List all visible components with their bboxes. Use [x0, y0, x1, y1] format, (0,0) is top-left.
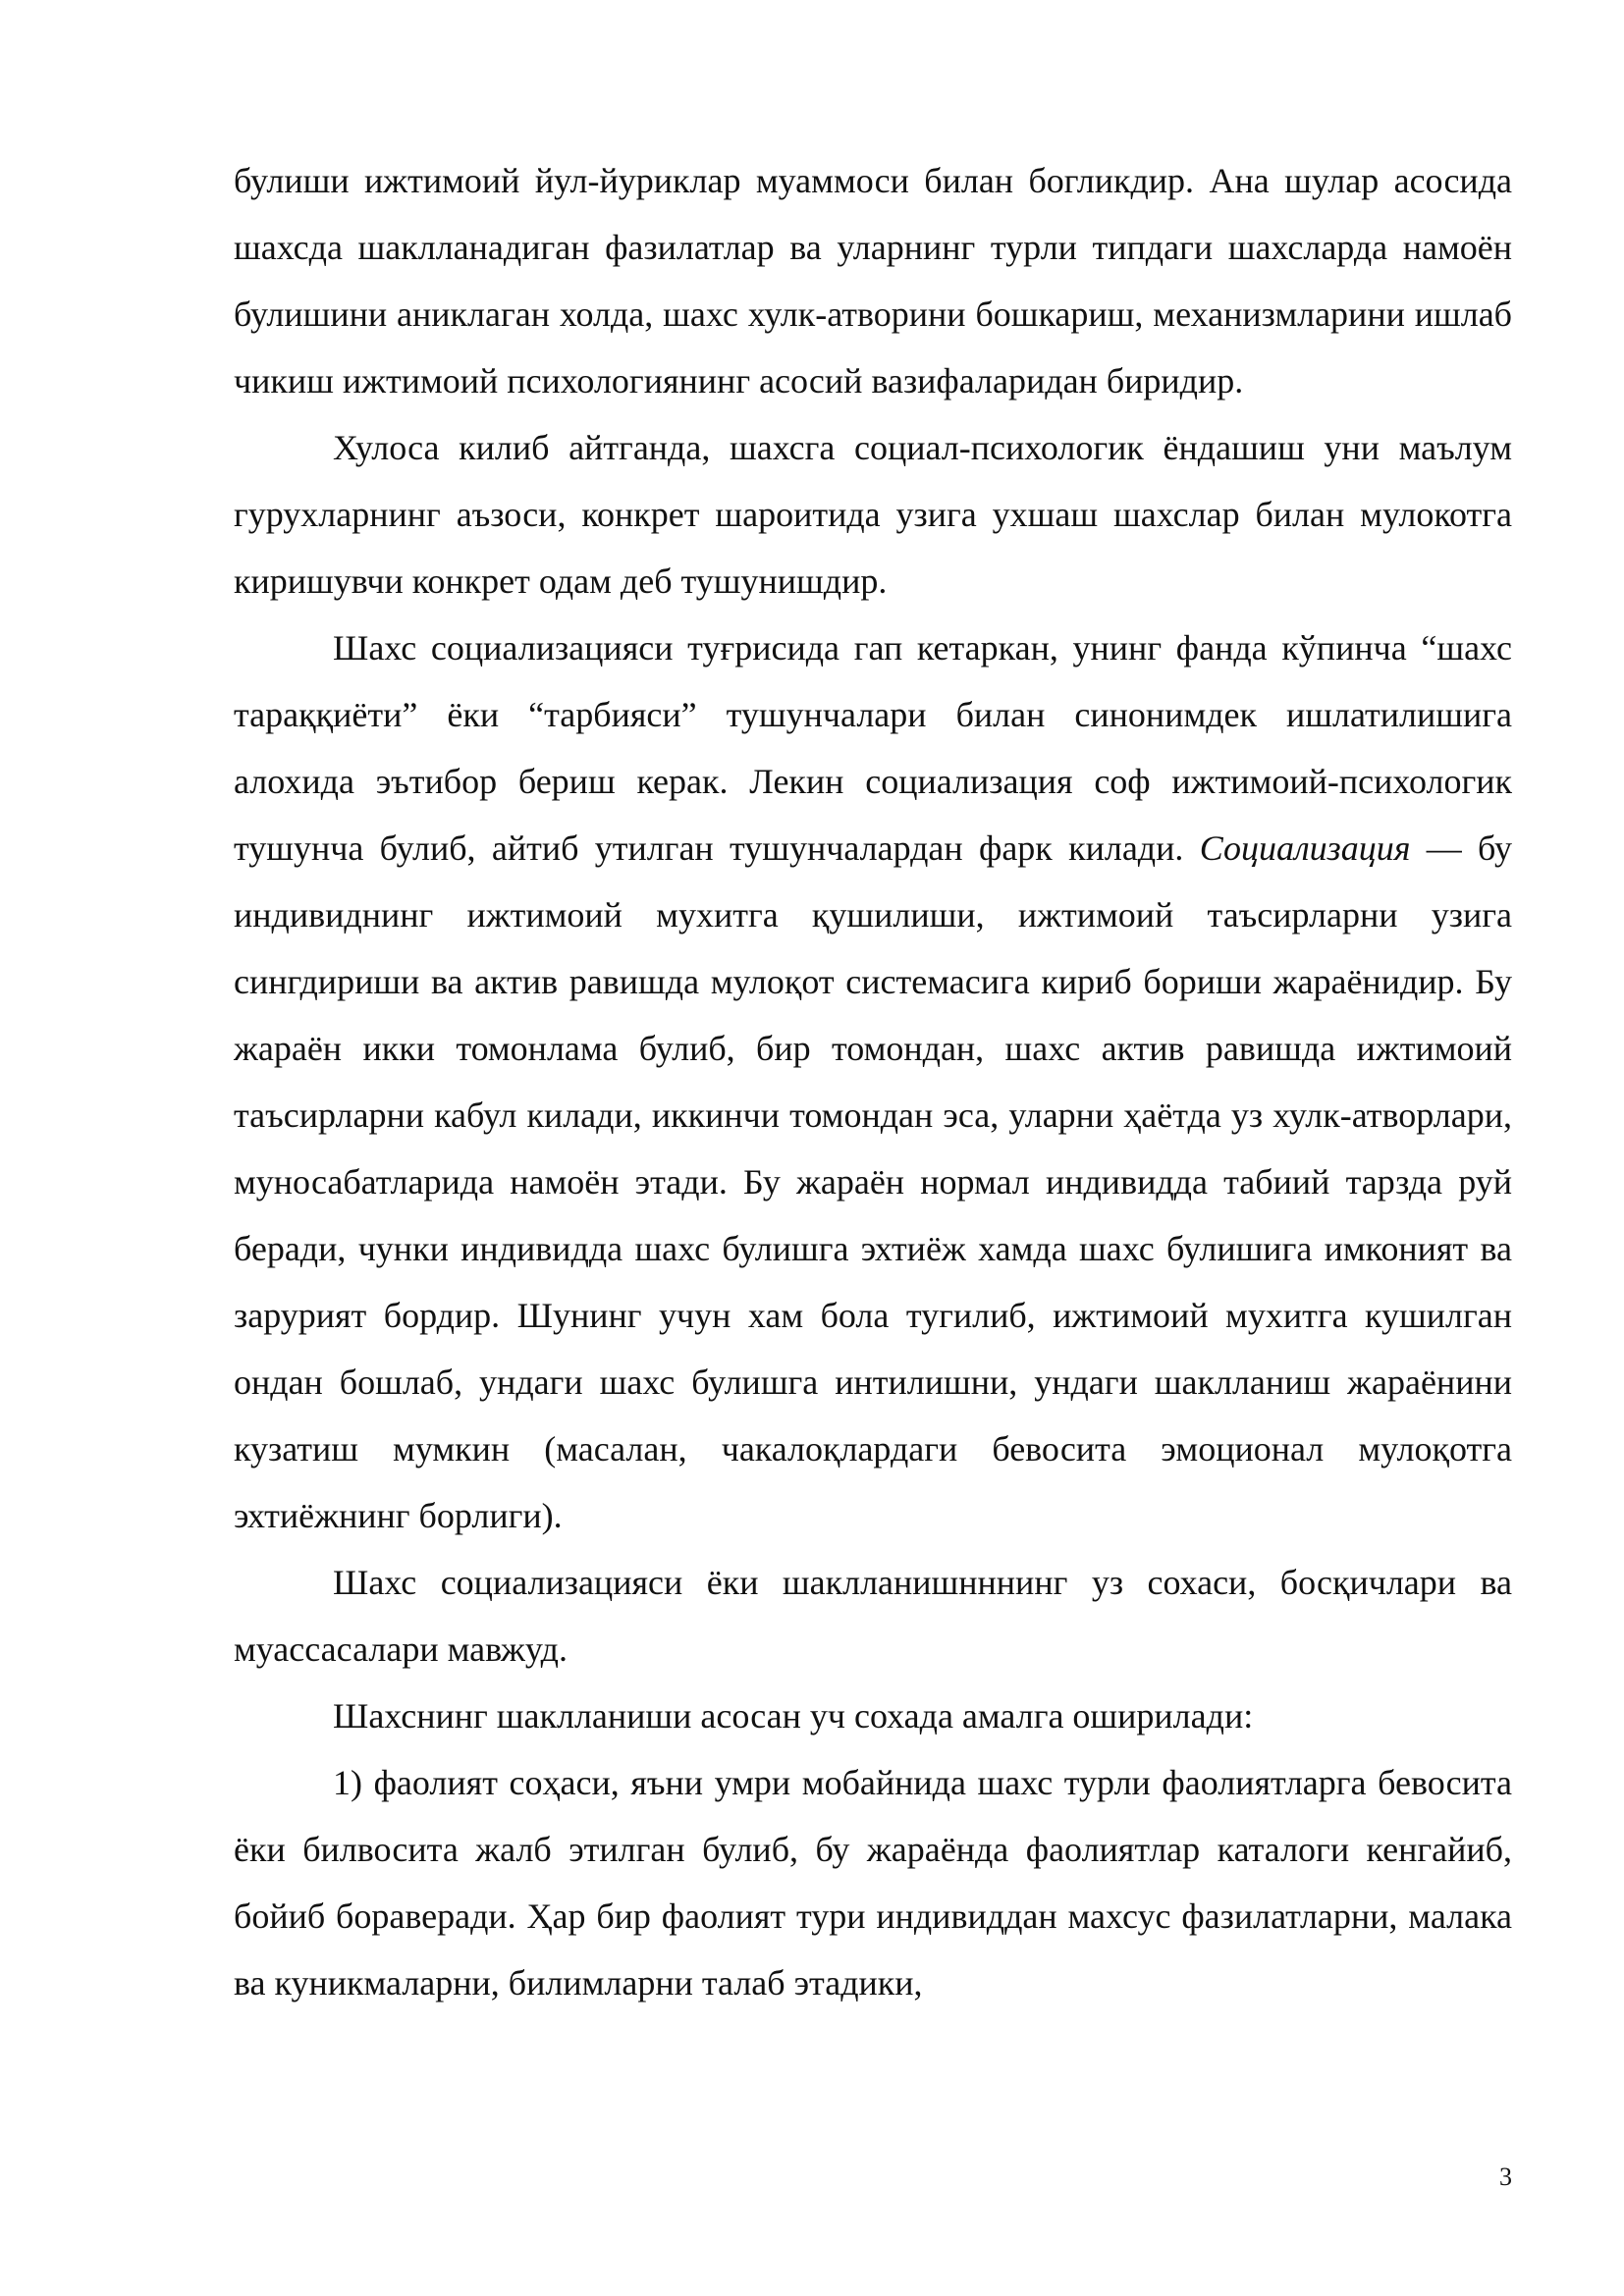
- term-socialization: Социализация: [1199, 828, 1411, 868]
- paragraph-4: Шахс социализацияси ёки шаклланишнннинг уз сохаси, босқичлари ва муассасалари мавжуд.: [234, 1563, 1512, 1669]
- paragraph-3: [234, 614, 1512, 1549]
- paragraph-3-part-2: — бу индивиднинг ижтимоий мухитга қушилиши, ижтимоий таъсирларни узига сингдириши ва актив равишда мулоқот системасига кириб бориши жараёнидир. Бу жараён икки томонлама булиб, бир томондан, шахс актив равишда ижтимоий таъсирларни кабул килади, иккинчи томондан эса, уларни ҳаётда уз хулк-атворлари, муносабатларида намоён этади. Бу жараён нормал индивидда табиий тарзда руй беради, чунки индивидда шахс булишга эхтиёж хамда шахс булишига имконият ва зарурият бордир. Шунинг учун хам бола тугилиб, ижтимоий мухитга кушилган ондан бошлаб, ундаги шахс булишга интилишни, ундаги шаклланиш жараёнини кузатиш мумкин (масалан, чакалоқлардаги бевосита эмоционал мулоқотга эхтиёжнинг борлиги).: [234, 828, 1512, 1535]
- paragraph-6: 1) фаолият соҳаси, яъни умри мобайнида шахс турли фаолиятларга бевосита ёки билвосита жалб этилган булиб, бу жараёнда фаолиятлар каталоги кенгайиб, бойиб бораверади. Ҳар бир фаолият тури индивиддан махсус фазилатларни, малака ва куникмаларни, билимларни талаб этадики,: [234, 1763, 1512, 2002]
- paragraph-3-part-1: Шахс социализацияси туғрисида гап кетаркан, унинг фанда кўпинча “шахс тараққиёти” ёки “тарбияси” тушунчалари билан синонимдек ишлатилишига алохида эътибор бериш керак. Лекин социализация соф ижтимоий-психологик тушунча булиб, айтиб утилган тушунчалардан фарк килади.: [234, 628, 1512, 868]
- page-number: 3: [1499, 2163, 1512, 2191]
- paragraph-5: Шахснинг шаклланиши асосан уч сохада амалга оширилади:: [333, 1696, 1254, 1735]
- document-body: [234, 147, 1512, 2016]
- paragraph-2: Хулоса килиб айтганда, шахсга социал-психологик ёндашиш уни маълум гурухларнинг аъзоси, конкрет шароитида узига ухшаш шахслар билан мулокотга киришувчи конкрет одам деб тушунишдир.: [234, 428, 1512, 601]
- paragraph-1: булиши ижтимоий йул-йуриклар муаммоси билан богликдир. Ана шулар асосида шахсда шаклланадиган фазилатлар ва уларнинг турли типдаги шахсларда намоён булишини аниклаган холда, шахс хулк-атворини бошкариш, механизмларини ишлаб чикиш ижтимоий психологиянинг асосий вазифаларидан биридир.: [234, 161, 1512, 400]
